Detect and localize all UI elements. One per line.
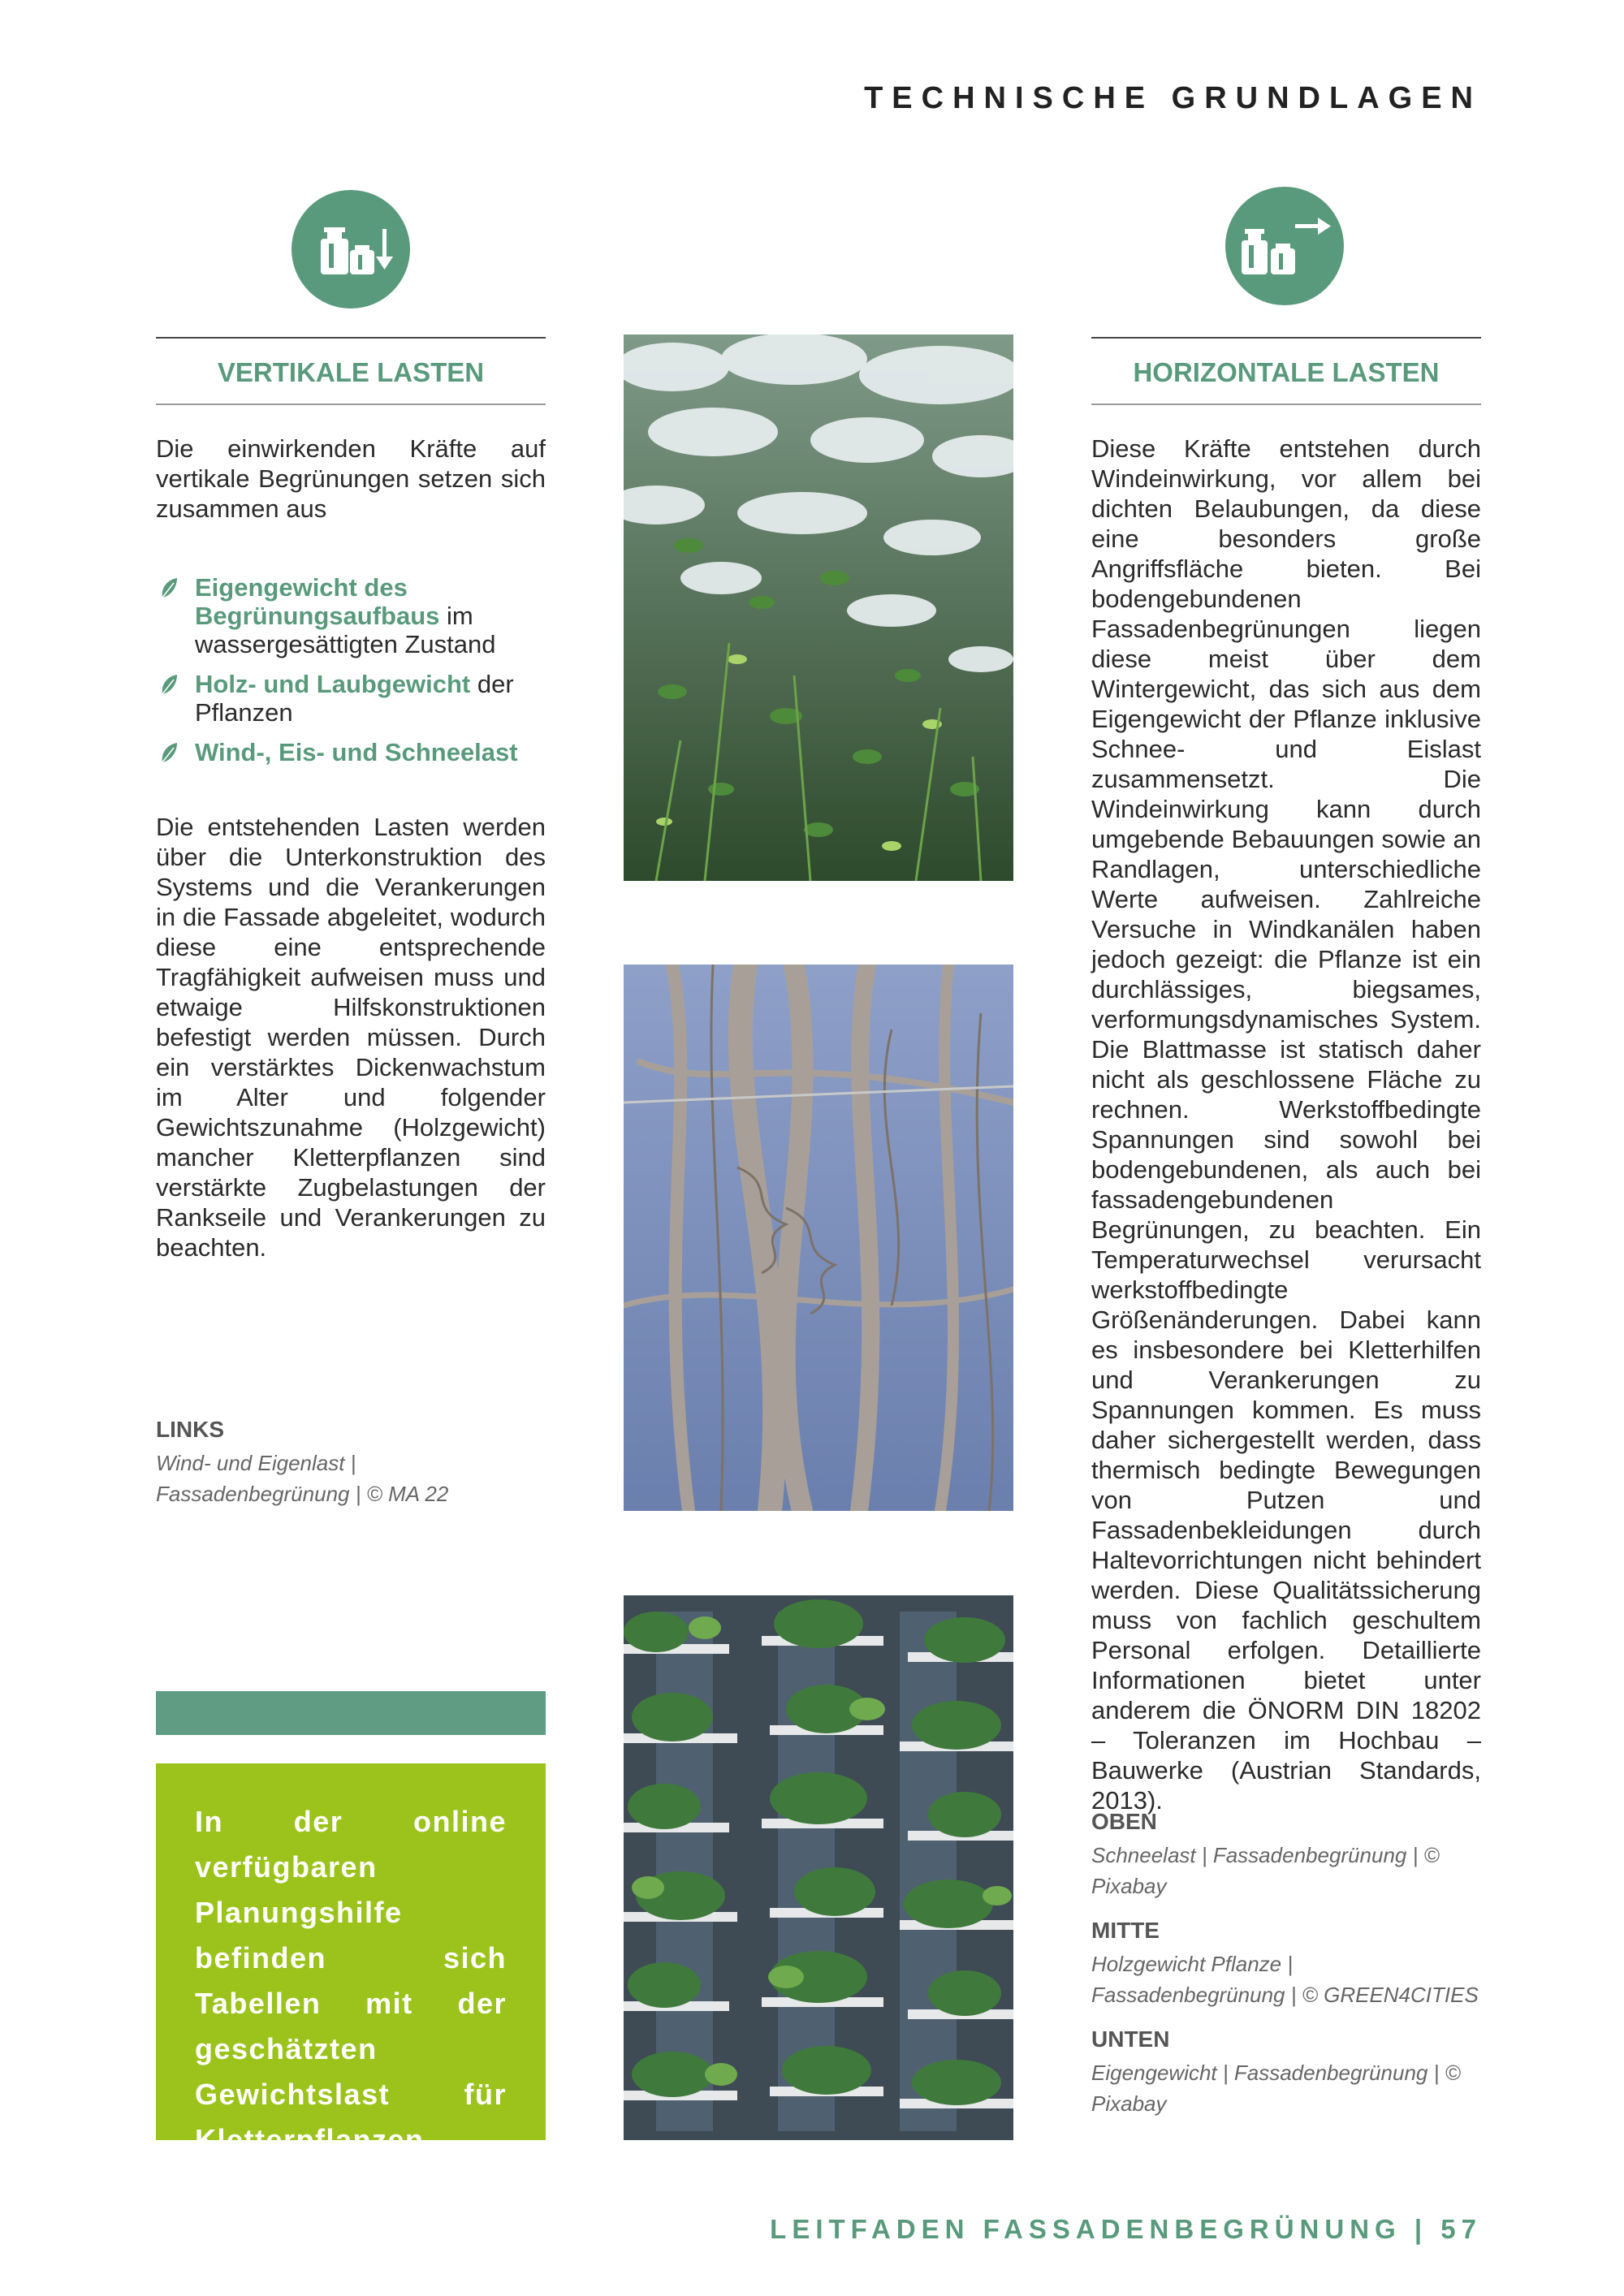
right-title-rule-top bbox=[1091, 337, 1481, 339]
photo-woody-vines bbox=[624, 965, 1013, 1511]
list-item bbox=[156, 738, 546, 766]
left-body-text: Die entstehenden Lasten werden über die Unterkonstruktion des Systems und die Verankerungen in die Fassade abgeleitet, wodurch diese eine entsprechende Tragfähigkeit aufweisen muss und etwaige Hilfskonstruktionen befestigt werden müssen. Durch ein verstärktes Dickenwachstum im Alter und folgender Gewichtszunahme (Holzgewicht) mancher Kletterpflanzen sind verstärkte Zugbelastungen der Rankseile und Verankerungen zu beachten. bbox=[156, 813, 546, 1262]
leaf-bullet-icon bbox=[159, 673, 179, 696]
load-list bbox=[156, 573, 546, 778]
list-item-highlight: Eigengewicht des Begrünungsaufbaus bbox=[195, 573, 440, 630]
caption-text: Schneelast | Fassadenbegrünung | © Pixabay bbox=[1091, 1843, 1440, 1898]
right-captions bbox=[1091, 1809, 1481, 2119]
teal-divider-bar bbox=[156, 1691, 546, 1735]
left-title-rule-bottom bbox=[156, 404, 546, 405]
caption-block bbox=[1091, 2026, 1481, 2119]
weights-down-icon bbox=[290, 188, 412, 310]
list-item bbox=[156, 573, 546, 658]
leaf-bullet-icon bbox=[159, 576, 179, 599]
list-item-text: im wassergesättigten Zustand bbox=[195, 602, 496, 658]
leaf-bullet-icon bbox=[159, 741, 179, 764]
photo-snow-plants bbox=[624, 334, 1013, 881]
caption-block bbox=[1091, 1809, 1481, 1901]
running-header: TECHNISCHE GRUNDLAGEN bbox=[864, 81, 1482, 115]
right-column-title: HORIZONTALE LASTEN bbox=[1133, 357, 1440, 387]
list-item bbox=[156, 670, 546, 727]
caption-text: Holzgewicht Pflanze | Fassadenbegrünung | © GREEN4CITIES bbox=[1091, 1952, 1479, 2007]
caption-title: OBEN bbox=[1091, 1809, 1157, 1834]
caption-title: MITTE bbox=[1091, 1918, 1160, 1943]
caption-text: Wind- und Eigenlast | Fassadenbegrünung | © MA 22 bbox=[156, 1451, 449, 1506]
right-body-text: Diese Kräfte entstehen durch Windeinwirkung, vor allem bei dichten Belaubungen, da diese eine besonders große Angriffsfläche bieten. Bei bodengebundenen Fassadenbegrünungen liegen diese meist über dem Wintergewicht, das sich aus dem Eigengewicht der Pflanze inklusive Schnee- und Eislast zusammensetzt. Die Windeinwirkung kann durch umgebende Bebauungen sowie an Randlagen, unterschiedliche Werte aufweisen. Zahlreiche Versuche in Windkanälen haben jedoch gezeigt: die Pflanze ist ein durchlässiges, biegsames, verformungsdynamisches System. Die Blattmasse ist statisch daher nicht als geschlossene Fläche zu rechnen. Werkstoffbedingte Spannungen sind sowohl bei bodengebundenen, als auch bei fassadengebundenen Begrünungen, zu beachten. Ein Temperaturwechsel verursacht werkstoffbedingte Größenänderungen. Dabei kann es insbesondere bei Kletterhilfen und Verankerungen zu Spannungen kommen. Es muss daher sichergestellt werden, dass thermisch bedingte Bewegungen von Putzen und Fassadenbekleidungen durch Haltevorrichtungen nicht behindert werden. Diese Qualitätssicherung muss von fachlich geschultem Personal erfolgen. Detaillierte Informationen bietet unter anderem die ÖNORM DIN 18202 – Toleranzen im Hochbau – Bauwerke (Austrian Standards, 2013). bbox=[1091, 434, 1481, 1815]
list-item-highlight: Holz- und Laubgewicht bbox=[195, 670, 471, 698]
left-column-title: VERTIKALE LASTEN bbox=[217, 357, 485, 387]
caption-block bbox=[1091, 1918, 1481, 2010]
callout-text: In der online verfügbaren Planungshilfe befinden sich Tabellen mit der geschätzten Gewichtslast für Kletterpflanzen nach FLL. bbox=[195, 1805, 507, 2202]
list-item-text: der Pflanzen bbox=[195, 670, 514, 727]
left-title-rule-top bbox=[156, 337, 546, 339]
caption-text: Eigengewicht | Fassadenbegrünung | © Pixabay bbox=[1091, 2061, 1461, 2116]
caption-title: UNTEN bbox=[1091, 2026, 1170, 2052]
info-callout-box bbox=[156, 1763, 546, 2202]
right-title-rule-bottom bbox=[1091, 404, 1481, 405]
caption-title: LINKS bbox=[156, 1417, 224, 1442]
left-intro-text: Die einwirkenden Kräfte auf vertikale Begrünungen setzen sich zusammen aus bbox=[156, 434, 546, 523]
photo-vertical-forest-building bbox=[624, 1595, 1013, 2140]
weights-right-icon bbox=[1224, 185, 1345, 307]
running-footer: LEITFADEN FASSADENBEGRÜNUNG | 57 bbox=[770, 2214, 1482, 2244]
left-caption bbox=[156, 1417, 546, 1509]
list-item-highlight: Wind-, Eis- und Schneelast bbox=[195, 738, 518, 766]
